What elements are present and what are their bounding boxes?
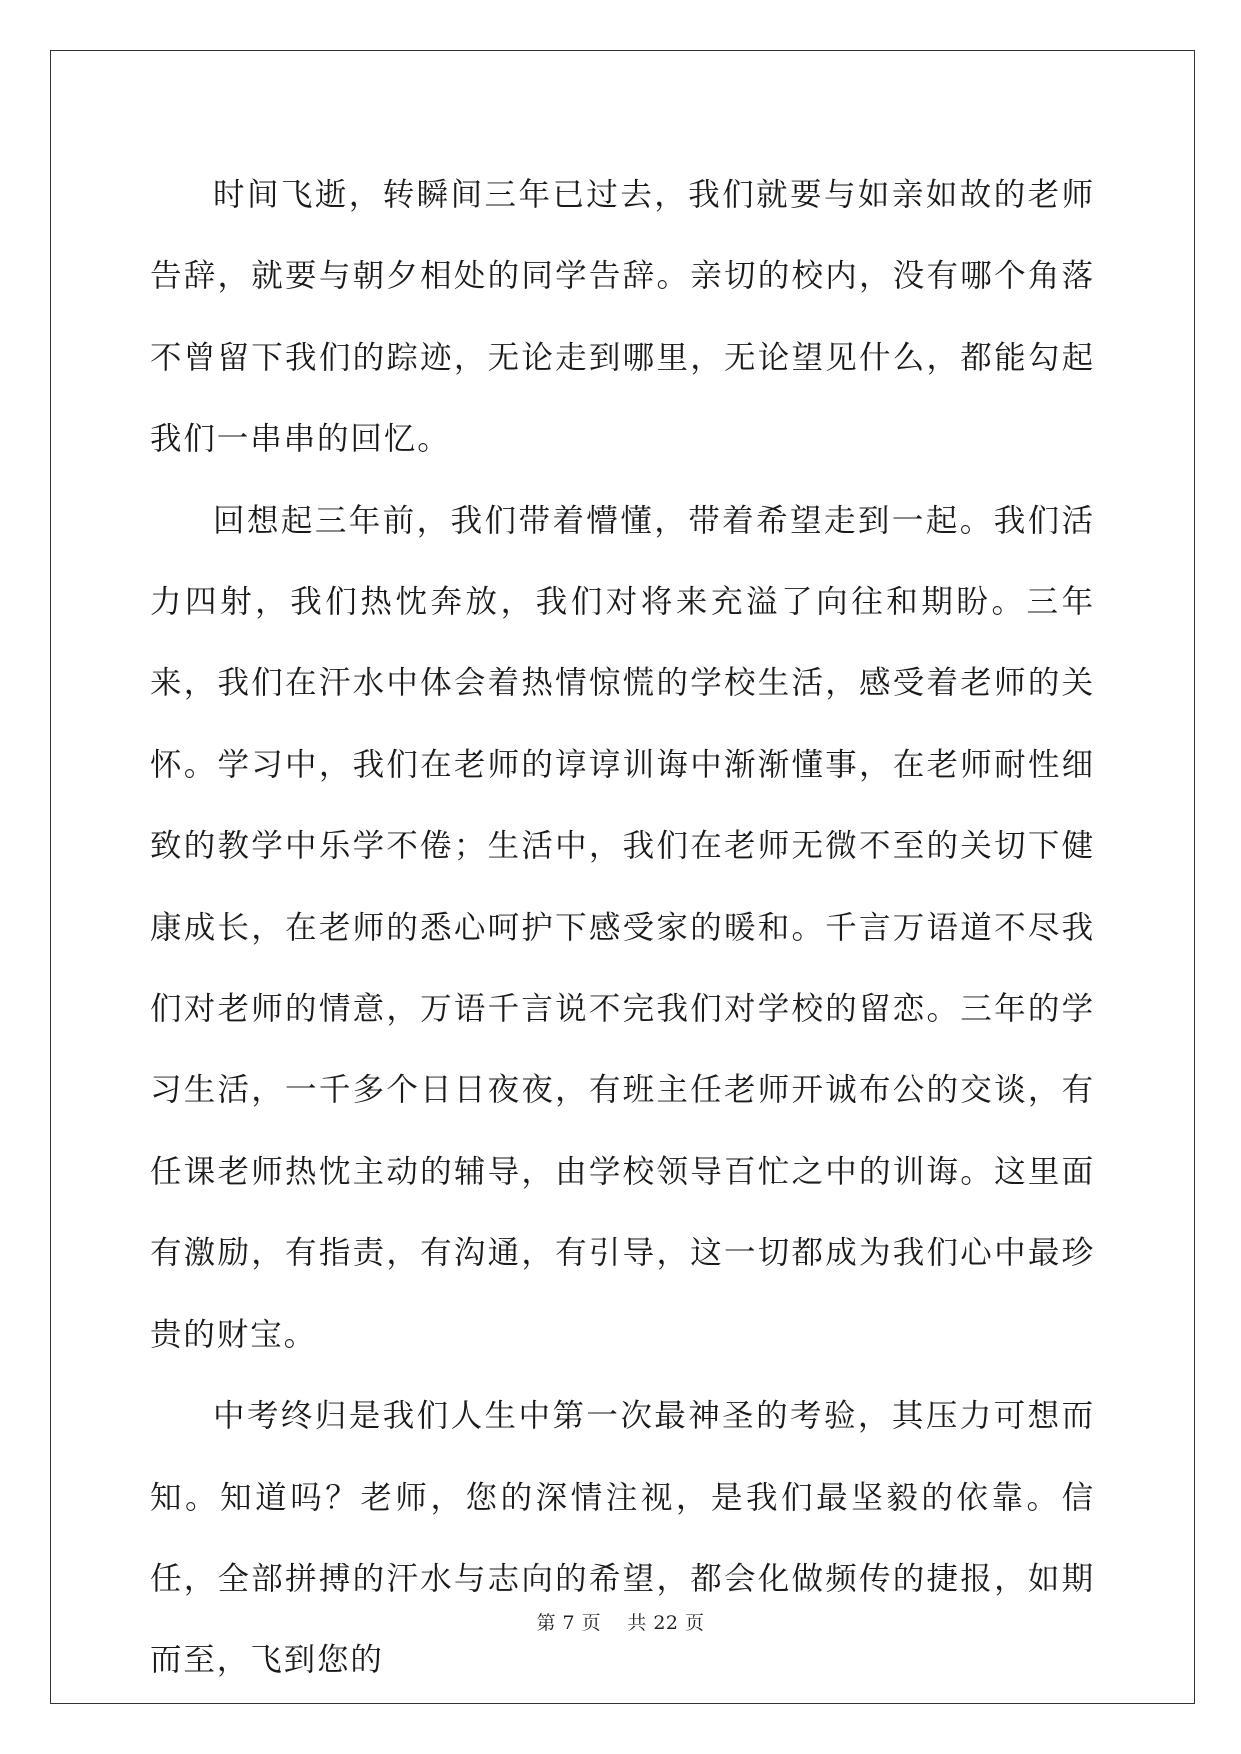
page-footer (0, 1608, 1241, 1635)
page-number: 第 7 页 (536, 1612, 602, 1634)
paragraph-1: 时间飞逝，转瞬间三年已过去，我们就要与如亲如故的老师告辞，就要与朝夕相处的同学告辞。亲切的校内，没有哪个角落不曾留下我们的踪迹，无论走到哪里，无论望见什么，都能勾起我们一串串的回忆。 (150, 177, 1095, 458)
document-body (150, 155, 1095, 1702)
page-total: 共 22 页 (627, 1612, 705, 1634)
paragraph-2: 回想起三年前，我们带着懵懂，带着希望走到一起。我们活力四射，我们热忱奔放，我们对将来充溢了向往和期盼。三年来，我们在汗水中体会着热情惊慌的学校生活，感受着老师的关怀。学习中，我们在老师的谆谆训诲中渐渐懂事，在老师耐性细致的教学中乐学不倦；生活中，我们在老师无微不至的关切下健康成长，在老师的悉心呵护下感受家的暖和。千言万语道不尽我们对老师的情意，万语千言说不完我们对学校的留恋。三年的学习生活，一千多个日日夜夜，有班主任老师开诚布公的交谈，有任课老师热忱主动的辅导，由学校领导百忙之中的训诲。这里面有激励，有指责，有沟通，有引导，这一切都成为我们心中最珍贵的财宝。 (150, 502, 1095, 1353)
paragraph-3: 中考终归是我们人生中第一次最神圣的考验，其压力可想而知。知道吗？老师，您的深情注视，是我们最坚毅的依靠。信任，全部拼搏的汗水与志向的希望，都会化做频传的捷报，如期而至，飞到您的 (150, 1398, 1095, 1679)
